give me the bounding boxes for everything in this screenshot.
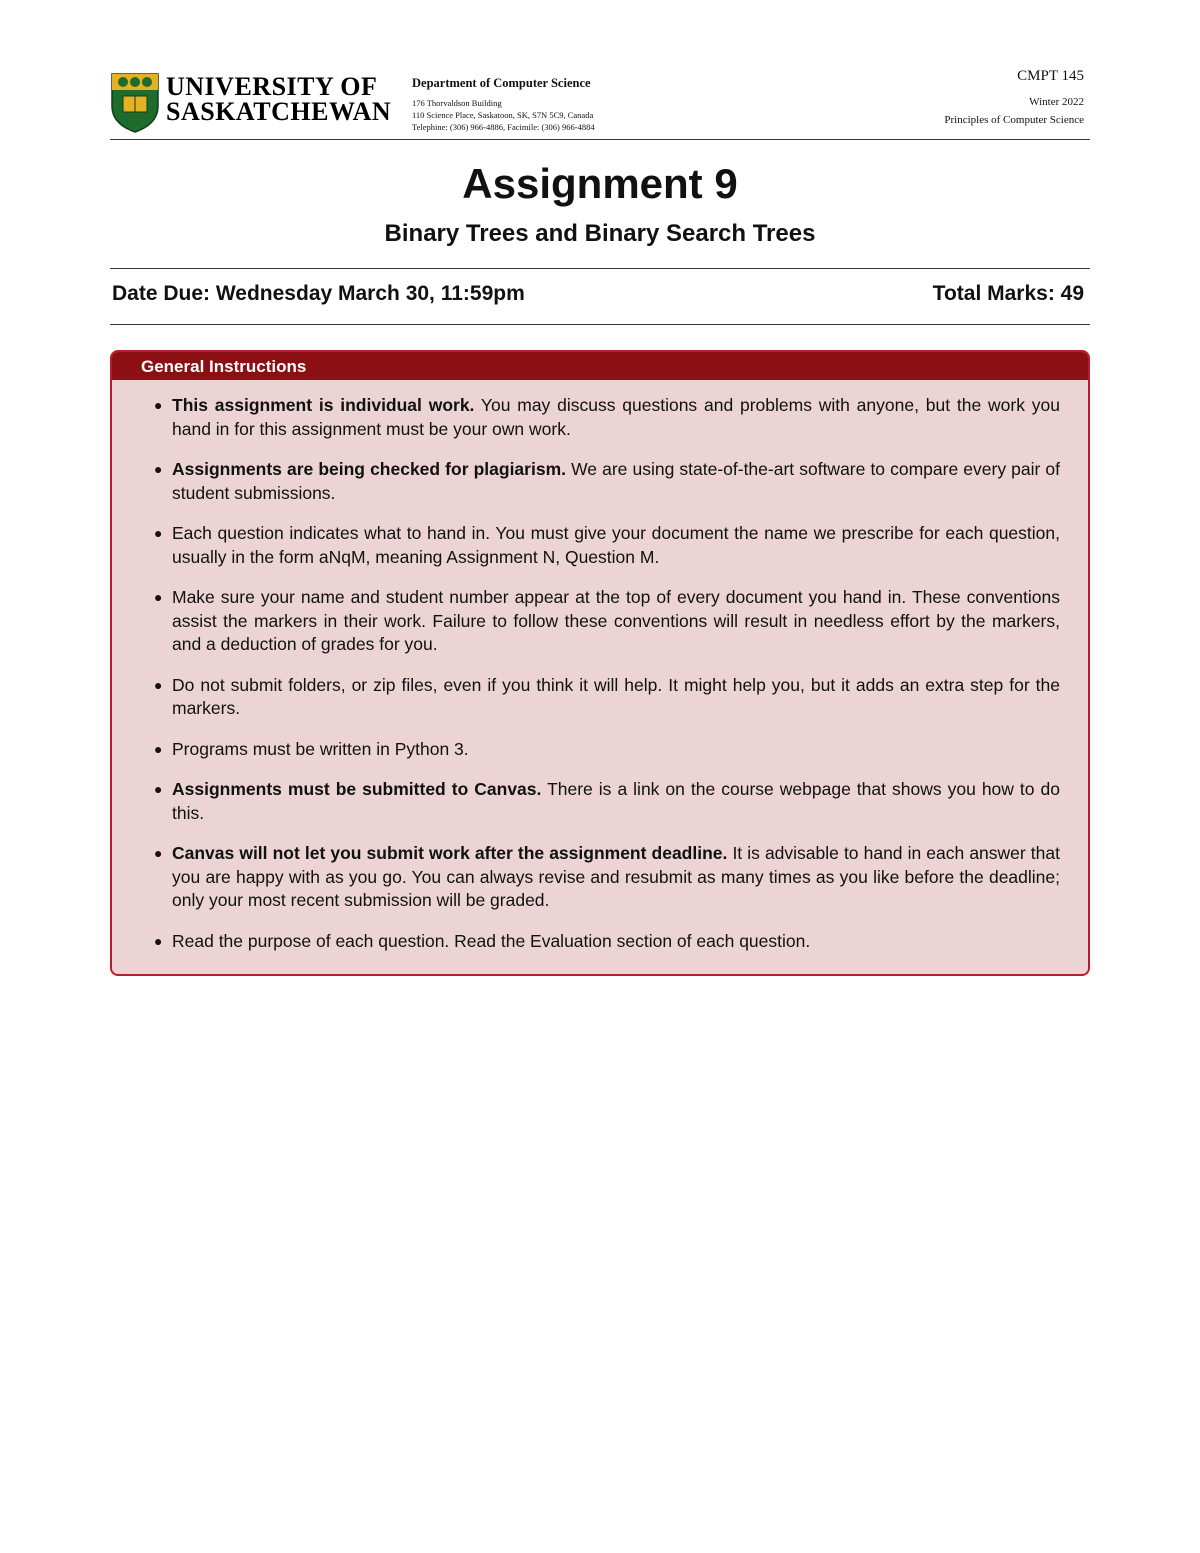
page-subtitle: Binary Trees and Binary Search Trees <box>384 220 816 247</box>
bullet-icon: ● <box>154 397 163 413</box>
instruction-item <box>154 930 1060 954</box>
instruction-text: There is a link on the course webpage that shows you how to do this. <box>172 779 1060 823</box>
due-date: Date Due: Wednesday March 30, 11:59pm <box>112 282 525 305</box>
due-divider <box>110 324 1090 325</box>
instruction-emphasis: This assignment is individual work. <box>172 395 475 415</box>
page-title: Assignment 9 <box>462 160 738 207</box>
instruction-text: Do not submit folders, or zip files, even if you think it will help. It might help you, but it adds an extra step for the markers. <box>172 674 1060 718</box>
course-term: Winter 2022 <box>1029 96 1084 108</box>
instruction-text: Read the purpose of each question. Read the Evaluation section of each question. <box>172 930 811 951</box>
bullet-icon: ● <box>154 461 163 477</box>
course-block <box>944 68 1084 129</box>
instruction-text: Programs must be written in Python 3. <box>172 738 469 759</box>
instruction-item <box>154 674 1060 721</box>
general-instructions-heading: General Instructions <box>112 352 1088 380</box>
instruction-emphasis: Assignments must be submitted to Canvas. <box>172 779 542 799</box>
bullet-icon: ● <box>154 845 163 861</box>
university-crest-icon <box>110 72 160 134</box>
bullet-icon: ● <box>154 932 163 949</box>
instruction-item <box>154 778 1060 825</box>
department-name: Department of Computer Science <box>412 76 591 90</box>
university-name-line2: SASKATCHEWAN <box>166 97 392 126</box>
instruction-item <box>154 522 1060 569</box>
bullet-icon: ● <box>154 589 163 605</box>
instruction-item <box>154 394 1060 441</box>
instructions-list <box>112 380 1088 953</box>
instruction-item <box>154 586 1060 657</box>
letterhead <box>110 60 1090 140</box>
instruction-item <box>154 842 1060 913</box>
address-line-1: 176 Thorvaldson Building <box>412 98 502 108</box>
instruction-text: It is advisable to hand in each answer that you are happy with as you go. You can always revise and resubmit as many times as you like before the deadline; only your most recent submission will be graded. <box>172 843 1060 910</box>
course-code: CMPT 145 <box>1017 68 1084 84</box>
instruction-item <box>154 738 1060 762</box>
bullet-icon: ● <box>154 781 163 797</box>
instruction-emphasis: Canvas will not let you submit work after the assignment deadline. <box>172 843 728 863</box>
address-line-3: Telephine: (306) 966-4886, Facimile: (306) 966-4884 <box>412 122 595 132</box>
instruction-text: You may discuss questions and problems with anyone, but the work you hand in for this assignment must be your own work. <box>172 395 1060 439</box>
university-name <box>166 74 391 124</box>
header-divider <box>110 139 1090 140</box>
bullet-icon: ● <box>154 676 163 693</box>
instruction-item <box>154 458 1061 505</box>
instruction-text: Make sure your name and student number appear at the top of every document you hand in. These conventions assist the markers in their work. Failure to follow these conventions will result in needless effort by the markers, and a deduction of grades for you. <box>172 587 1060 654</box>
instruction-text: We are using state-of-the-art software to compare every pair of student submissions. <box>172 459 1061 503</box>
department-block <box>412 76 595 133</box>
title-divider <box>110 268 1090 269</box>
instruction-emphasis: Assignments are being checked for plagiarism. <box>172 459 566 479</box>
total-marks: Total Marks: 49 <box>932 282 1084 305</box>
instruction-text: Each question indicates what to hand in. You must give your document the name we prescribe for each question, usually in the form aNqM, meaning Assignment N, Question M. <box>172 523 1060 567</box>
course-name: Principles of Computer Science <box>944 114 1084 126</box>
bullet-icon: ● <box>154 740 163 757</box>
general-instructions-box <box>110 350 1090 976</box>
bullet-icon: ● <box>154 525 163 541</box>
university-name-line1: UNIVERSITY OF <box>166 72 378 101</box>
address-line-2: 110 Science Place, Saskatoon, SK, S7N 5C9, Canada <box>412 110 594 120</box>
